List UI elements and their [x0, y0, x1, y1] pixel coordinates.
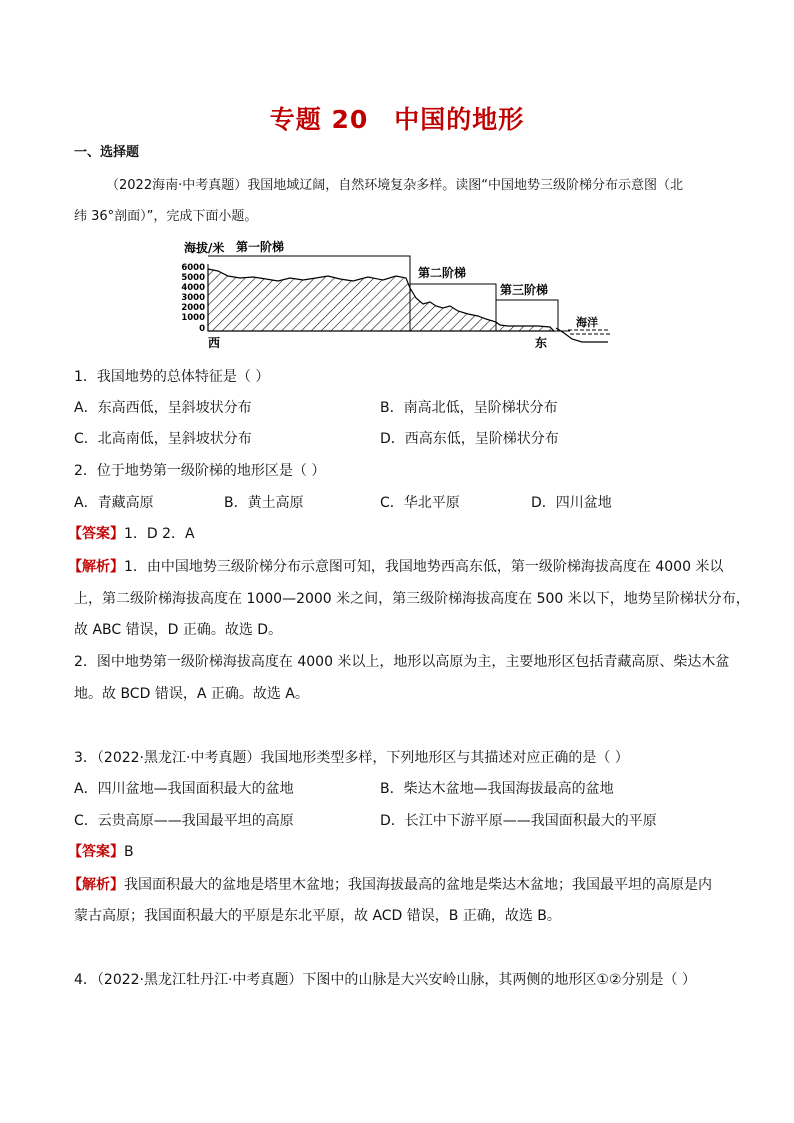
- answer-1-2: 【答案】1．D 2．A: [68, 526, 195, 542]
- intro-line-2: 纬 36°剖面）”，完成下面小题。: [74, 209, 258, 224]
- question-2-option-b[interactable]: B．黄土高原: [224, 495, 304, 511]
- explanation-1-2-line-4: 2．图中地势第一级阶梯海拔高度在 4000 米以上，地形以高原为主，主要地形区包括青藏高原、柴达木盆: [74, 654, 730, 670]
- question-2-option-a[interactable]: A．青藏高原: [74, 495, 154, 511]
- explanation-1-2-line-1: 【解析】1．由中国地势三级阶梯分布示意图可知，我国地势西高东低，第一级阶梯海拔高度在 4000 米以: [68, 559, 724, 575]
- question-2-option-c[interactable]: C．华北平原: [380, 495, 460, 511]
- y-tick: 2000: [181, 303, 205, 313]
- y-tick: 3000: [181, 293, 205, 303]
- ocean-label: 海洋: [576, 316, 598, 329]
- explanation-3-line-2: 蒙古高原；我国面积最大的平原是东北平原，故 ACD 错误，B 正确，故选 B。: [74, 908, 561, 924]
- terrain-profile-diagram: [178, 236, 618, 351]
- answer-3: 【答案】B: [68, 844, 134, 860]
- question-1-option-a[interactable]: A．东高西低，呈斜坡状分布: [74, 400, 252, 416]
- y-tick: 5000: [181, 273, 205, 283]
- step-1-label: 第一阶梯: [236, 240, 285, 254]
- explanation-1-2-line-5: 地。故 BCD 错误，A 正确。故选 A。: [74, 686, 309, 702]
- question-1-option-b[interactable]: B．南高北低，呈阶梯状分布: [380, 400, 558, 416]
- page-title: 专题 20 中国的地形: [269, 105, 525, 134]
- step-2-label: 第二阶梯: [418, 266, 467, 280]
- explanation-tag: 【解析】: [68, 559, 124, 575]
- west-label: 西: [208, 336, 221, 350]
- question-4-stem: 4．（2022·黑龙江牡丹江·中考真题）下图中的山脉是大兴安岭山脉，其两侧的地形区①②分别是（ ）: [74, 972, 696, 988]
- question-2-stem: 2．位于地势第一级阶梯的地形区是（ ）: [74, 463, 326, 479]
- question-3-option-d[interactable]: D．长江中下游平原——我国面积最大的平原: [380, 813, 657, 829]
- y-tick: 0: [199, 324, 205, 334]
- section-heading: 一、选择题: [74, 145, 140, 160]
- question-3-option-a[interactable]: A．四川盆地—我国面积最大的盆地: [74, 781, 294, 797]
- east-label: 东: [535, 336, 548, 350]
- question-2-option-d[interactable]: D．四川盆地: [531, 495, 612, 511]
- intro-line-1: （2022海南·中考真题）我国地域辽阔，自然环境复杂多样。读图“中国地势三级阶梯分布示意图（北: [106, 178, 683, 193]
- y-tick: 6000: [181, 263, 205, 273]
- step-3-label: 第三阶梯: [500, 283, 549, 297]
- question-3-option-b[interactable]: B．柴达木盆地—我国海拔最高的盆地: [380, 781, 614, 797]
- y-tick: 4000: [181, 283, 205, 293]
- answer-tag: 【答案】: [68, 526, 124, 542]
- question-1-option-d[interactable]: D．西高东低，呈阶梯状分布: [380, 431, 559, 447]
- question-3-stem: 3．（2022·黑龙江·中考真题）我国地形类型多样，下列地形区与其描述对应正确的是（ ）: [74, 750, 629, 766]
- question-1-stem: 1．我国地势的总体特征是（ ）: [74, 369, 270, 385]
- y-axis-label: 海拔/米: [184, 241, 225, 255]
- explanation-1-2-line-3: 故 ABC 错误，D 正确。故选 D。: [74, 622, 283, 638]
- answer-tag: 【答案】: [68, 844, 124, 860]
- explanation-3-line-1: 【解析】我国面积最大的盆地是塔里木盆地；我国海拔最高的盆地是柴达木盆地；我国最平坦的高原是内: [68, 877, 712, 893]
- question-1-option-c[interactable]: C．北高南低，呈斜坡状分布: [74, 431, 252, 447]
- y-tick: 1000: [181, 313, 205, 323]
- question-3-option-c[interactable]: C．云贵高原——我国最平坦的高原: [74, 813, 294, 829]
- explanation-1-2-line-2: 上，第二级阶梯海拔高度在 1000—2000 米之间，第三级阶梯海拔高度在 500 米以下，地势呈阶梯状分布，: [74, 591, 750, 607]
- explanation-tag: 【解析】: [68, 877, 124, 893]
